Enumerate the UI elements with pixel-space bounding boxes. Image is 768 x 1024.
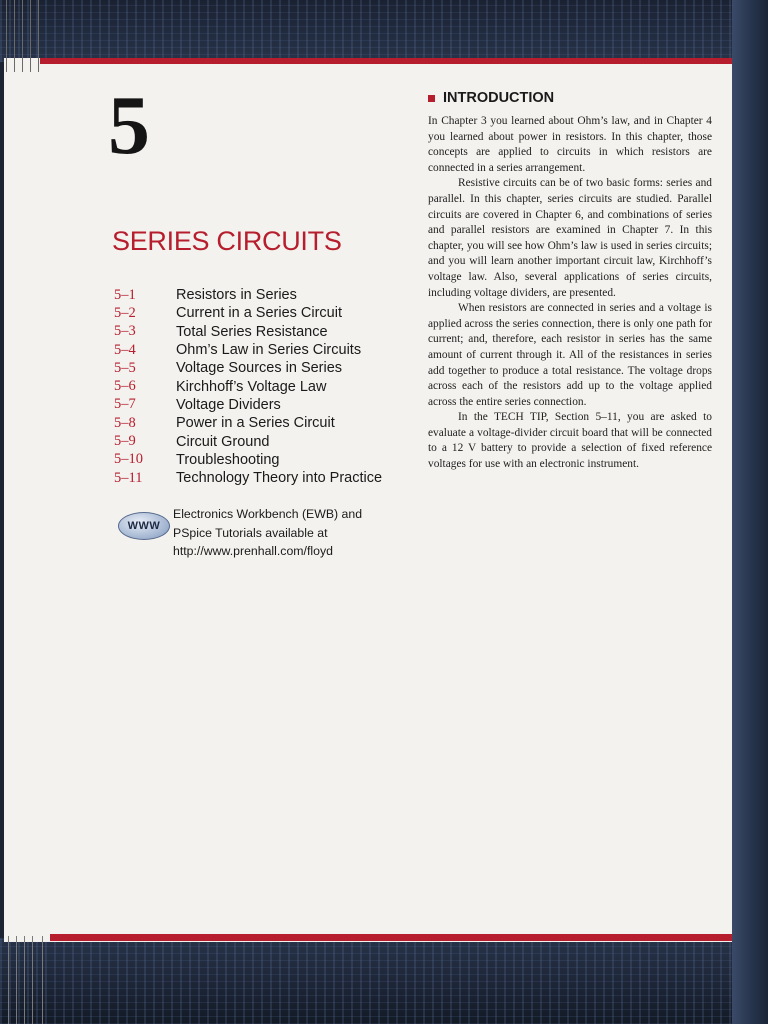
section-number: 5–10 [114,451,143,468]
section-title: Ohm’s Law in Series Circuits [176,342,362,359]
top-decorative-band [0,0,768,62]
outline-item [114,359,414,377]
web-resources-note [173,505,403,561]
chapter-number: 5 [108,79,150,172]
outline-item [114,304,414,322]
section-number: 5–5 [114,359,136,376]
web-url: http://www.prenhall.com/floyd [173,544,333,558]
section-title: Troubleshooting [176,451,280,468]
intro-paragraph: In the TECH TIP, Section 5–11, you are asked to evaluate a voltage-divider circuit board that will be connected to a 12 V battery to provide a selection of fixed reference voltages for use with an electronic instrument. [428,411,712,471]
bottom-red-rule [50,934,732,941]
top-red-rule [40,58,732,64]
web-note-line: Electronics Workbench (EWB) and [173,507,363,521]
section-number: 5–7 [114,396,136,413]
section-number: 5–3 [114,323,136,340]
section-title: Voltage Sources in Series [176,360,343,377]
outline-item [114,414,414,432]
outline-item [114,396,414,414]
section-title: Circuit Ground [176,433,270,450]
section-title: Power in a Series Circuit [176,415,335,432]
intro-paragraph: When resistors are connected in series and a voltage is applied across the series connection, there is only one path for current; and, therefore, each resistor in series has the same amount of current through it. All of the resistances in series add together to produce a total resistance. The voltage drops across each of the resistors add up to the voltage applied across the entire series connection. [428,302,712,408]
intro-paragraph: In Chapter 3 you learned about Ohm’s law, and in Chapter 4 you learned about power in resistors. In this chapter, those concepts are applied to circuits in which resistors are connected in a series arrangement. [428,115,712,174]
red-square-bullet-icon [428,95,435,102]
page-right-edge [732,0,768,1024]
introduction-body [428,114,712,473]
outline-item [114,377,414,395]
www-globe-icon: WWW [118,512,170,540]
section-title: Technology Theory into Practice [176,470,383,487]
section-title: Kirchhoff’s Voltage Law [176,378,327,395]
outline-item [114,451,414,469]
web-note-line: PSpice Tutorials available at [173,525,328,540]
section-number: 5–2 [114,304,136,321]
section-number: 5–4 [114,341,136,358]
outline-item [114,286,414,304]
section-number: 5–9 [114,433,136,450]
chapter-title: SERIES CIRCUITS [112,226,342,256]
section-number: 5–6 [114,378,136,395]
outline-item [114,323,414,341]
chapter-outline [114,286,414,487]
section-number: 5–8 [114,414,136,431]
section-title: Resistors in Series [176,287,297,304]
outline-item [114,469,414,487]
bottom-decorative-band [0,938,768,1024]
section-number: 5–11 [114,469,143,486]
section-title: Total Series Resistance [176,323,328,340]
outline-item [114,341,414,359]
introduction-heading [428,90,554,106]
outline-item [114,432,414,450]
section-title: Voltage Dividers [176,396,281,413]
intro-paragraph: Resistive circuits can be of two basic forms: series and parallel. In this chapter, series circuits are studied. Parallel circuits are covered in Chapter 6, and combinations of series and parallel resistors are examined in Chapter 7. In this chapter, you will see how Ohm’s law is used in series circuits; and you will learn another important circuit law, Kirchhoff’s voltage law. Also, several applications of series circuits, including voltage dividers, are presented. [428,177,712,299]
section-title: Current in a Series Circuit [176,305,342,322]
section-number: 5–1 [114,286,136,303]
introduction-heading-text: INTRODUCTION [443,90,555,106]
